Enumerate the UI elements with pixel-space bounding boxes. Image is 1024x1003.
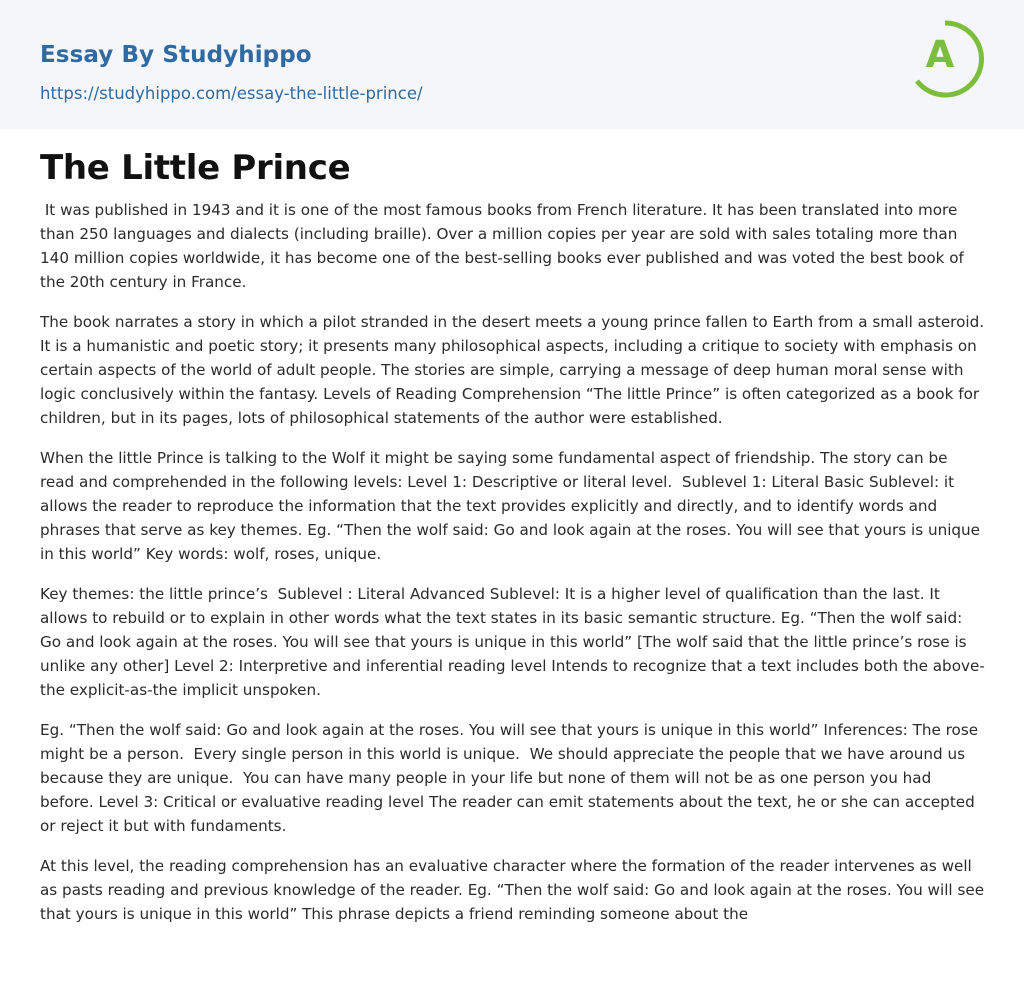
logo-letter: A <box>925 33 955 76</box>
essay-paragraph: The book narrates a story in which a pilot stranded in the desert meets a young prince fallen to Earth from a small asteroid. It is a humanistic and poetic story; it presents many philosophical aspects, including a critique to society with emphasis on certain aspects of the world of adult people. The stories are simple, carrying a message of deep human moral sense with logic conclusively within the fantasy. Levels of Reading Comprehension “The little Prince” is often categorized as a book for children, but in its pages, lots of philosophical statements of the author were established. <box>40 313 989 427</box>
site-brand[interactable]: Essay By Studyhippo <box>40 42 312 68</box>
site-header <box>0 0 1024 129</box>
essay-paragraph: Key themes: the little prince’s Sublevel : Literal Advanced Sublevel: It is a higher level of qualification than the last. It allows to rebuild or to explain in other words what the text states in its basic semantic structure. Eg. “Then the wolf said: Go and look again at the roses. You will see that yours is unique in this world” [The wolf said that the little prince’s rose is unlike any other] Level 2: Interpretive and inferential reading level Intends to recognize that a text includes both the above-the explicit-as-the implicit unspoken. <box>40 585 985 699</box>
essay-url-link[interactable]: https://studyhippo.com/essay-the-little-prince/ <box>40 84 423 103</box>
essay-paragraph: When the little Prince is talking to the Wolf it might be saying some fundamental aspect of friendship. The story can be read and comprehended in the following levels: Level 1: Descriptive or literal level. Sublevel 1: Literal Basic Sublevel: it allows the reader to reproduce the information that the text provides explicitly and directly, and to identify words and phrases that serve as key themes. Eg. “Then the wolf said: Go and look again at the roses. You will see that yours is unique in this world” Key words: wolf, roses, unique. <box>40 449 985 563</box>
studyhippo-logo[interactable] <box>909 17 989 107</box>
essay-title: The Little Prince <box>40 148 351 188</box>
essay-paragraph: At this level, the reading comprehension has an evaluative character where the formation of the reader intervenes as well as pasts reading and previous knowledge of the reader. Eg. “Then the wolf said: Go and look again at the roses. You will see that yours is unique in this world” This phrase depicts a friend reminding someone about the <box>40 857 989 923</box>
essay-paragraph: It was published in 1943 and it is one of the most famous books from French literature. It has been translated into more than 250 languages and dialects (including braille). Over a million copies per year are sold with sales totaling more than 140 million copies worldwide, it has become one of the best-selling books ever published and was voted the best book of the 20th century in France. <box>40 201 969 291</box>
essay-paragraph: Eg. “Then the wolf said: Go and look again at the roses. You will see that yours is unique in this world” Inferences: The rose might be a person. Every single person in this world is unique. We should appreciate the people that we have around us because they are unique. You can have many people in your life but none of them will not be as one person you had before. Level 3: Critical or evaluative reading level The reader can emit statements about the text, he or she can accepted or reject it but with fundaments. <box>40 721 983 835</box>
essay-content <box>40 144 989 942</box>
